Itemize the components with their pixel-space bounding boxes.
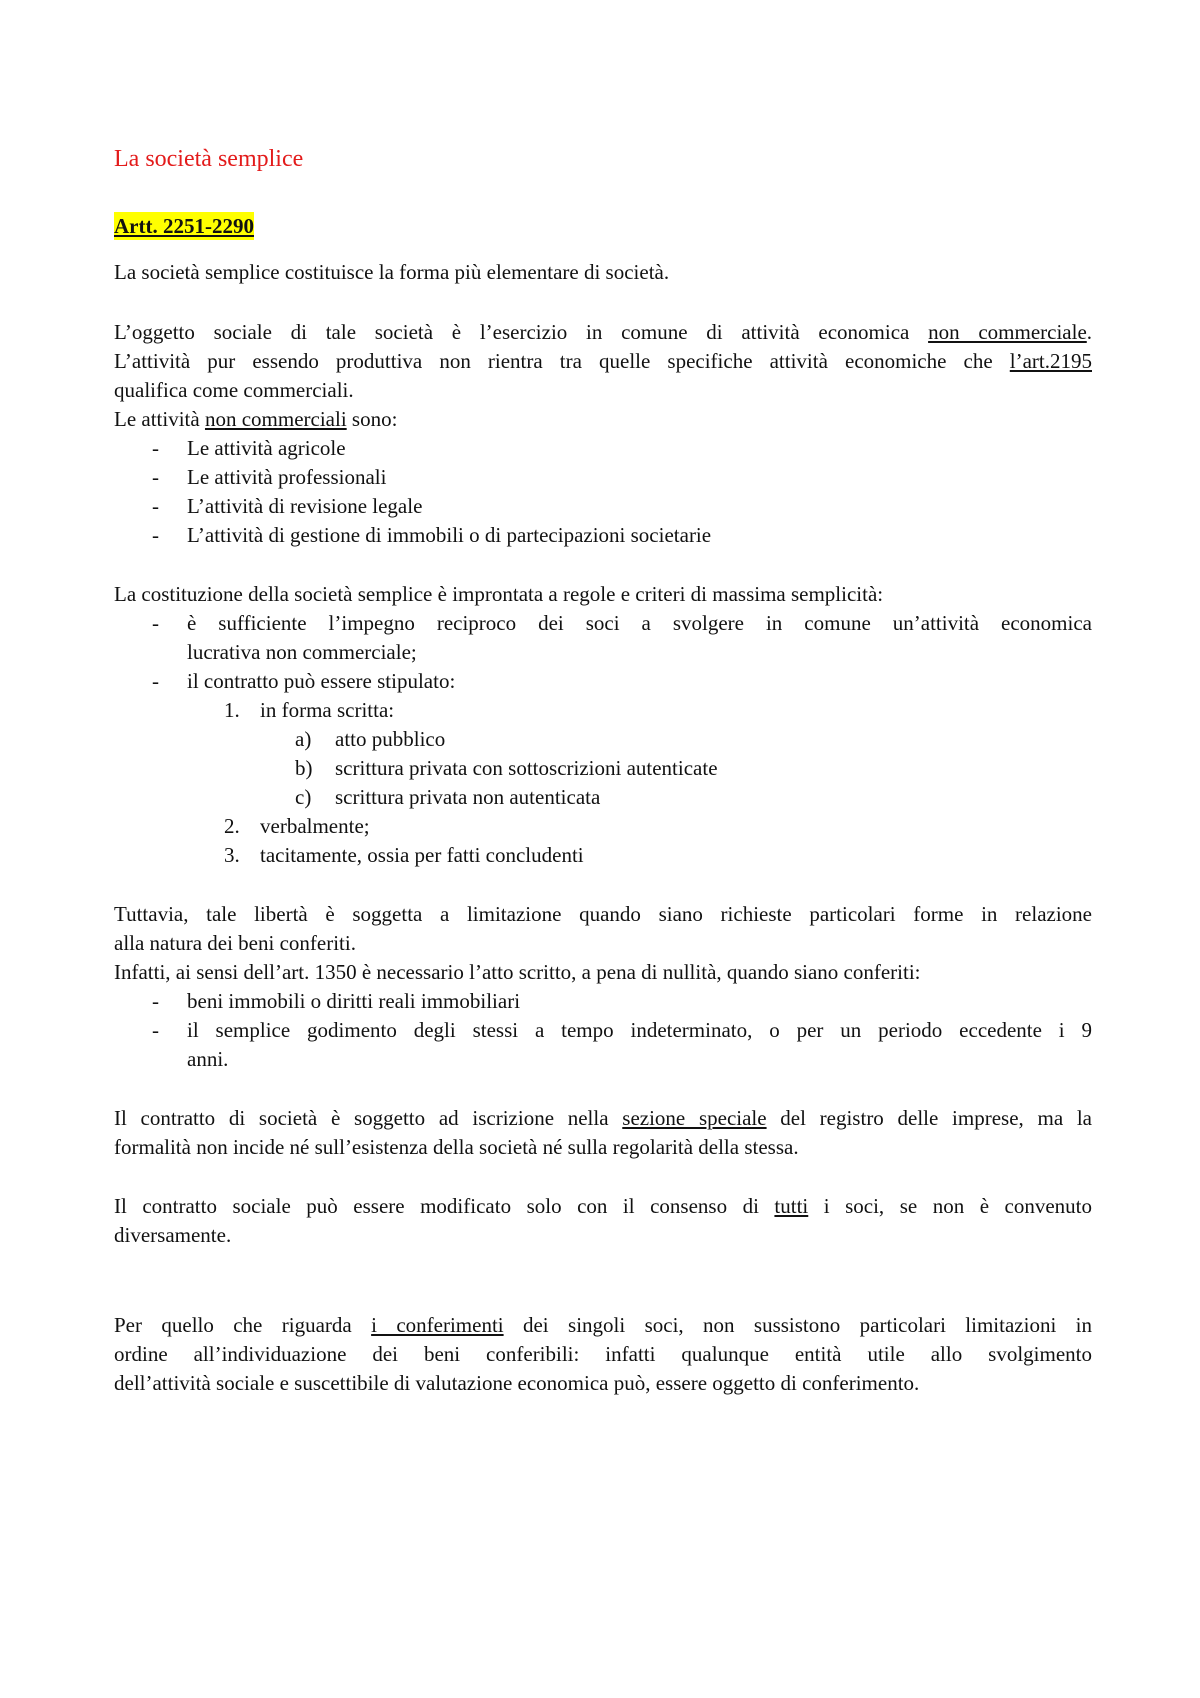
list-item-continuation: lucrativa non commerciale; <box>187 640 417 664</box>
numbered-marker: 2. <box>224 814 240 838</box>
p3-line-2: alla natura dei beni conferiti. <box>114 931 356 955</box>
p5-line-1-text: Il contratto sociale può essere modificato solo con il consenso di <box>114 1194 775 1218</box>
p4-line-1-end: del registro delle imprese, ma la <box>766 1106 1093 1130</box>
numbered-item: in forma scritta: <box>260 698 395 722</box>
p1-line-2 <box>114 347 1092 375</box>
lettered-marker: b) <box>295 756 313 780</box>
numbered-marker: 3. <box>224 843 240 867</box>
list-bullet: - <box>152 989 159 1013</box>
p2-line-1: La costituzione della società semplice è improntata a regole e criteri di massima semplicità: <box>114 582 884 606</box>
p1-line-4 <box>114 405 397 433</box>
list-bullet: - <box>152 494 159 518</box>
list-bullet: - <box>152 1018 159 1042</box>
list-item: Le attività professionali <box>187 465 387 489</box>
document-title: La società semplice <box>114 146 304 172</box>
lettered-marker: a) <box>295 727 312 751</box>
list-bullet: - <box>152 611 159 635</box>
underlined-term: tutti <box>774 1194 809 1218</box>
p1-line-3: qualifica come commerciali. <box>114 378 354 402</box>
p4-line-1-text: Il contratto di società è soggetto ad iscrizione nella <box>114 1106 623 1130</box>
list-item: il semplice godimento degli stessi a tempo indeterminato, o per un periodo eccedente i 9 <box>187 1018 1092 1042</box>
list-item: Le attività agricole <box>187 436 346 460</box>
p1-line-4-end: sono: <box>346 407 398 431</box>
p5-line-1 <box>114 1192 1092 1220</box>
list-item: L’attività di gestione di immobili o di partecipazioni societarie <box>187 523 712 547</box>
p5-line-2: diversamente. <box>114 1223 232 1247</box>
p6-line-2: ordine all’individuazione dei beni conferibili: infatti qualunque entità utile allo svolgimento <box>114 1342 1092 1366</box>
p4-line-2: formalità non incide né sull’esistenza della società né sulla regolarità della stessa. <box>114 1135 799 1159</box>
p5-line-1-end: i soci, se non è convenuto <box>808 1194 1092 1218</box>
underlined-term: non commerciale <box>928 320 1087 344</box>
list-bullet: - <box>152 523 159 547</box>
list-bullet: - <box>152 436 159 460</box>
lettered-marker: c) <box>295 785 312 809</box>
list-item-continuation: anni. <box>187 1047 229 1071</box>
p6-line-3: dell’attività sociale e suscettibile di valutazione economica può, essere oggetto di conferimento. <box>114 1371 920 1395</box>
list-item: è sufficiente l’impegno reciproco dei soci a svolgere in comune un’attività economica <box>187 611 1092 635</box>
intro-paragraph: La società semplice costituisce la forma più elementare di società. <box>114 260 670 284</box>
p1-line-1 <box>114 318 1092 346</box>
list-item: il contratto può essere stipulato: <box>187 669 456 693</box>
list-item: beni immobili o diritti reali immobiliari <box>187 989 521 1013</box>
p3-line-3: Infatti, ai sensi dell’art. 1350 è necessario l’atto scritto, a pena di nullità, quando siano conferiti: <box>114 960 921 984</box>
p1-line-4-text: Le attività <box>114 407 205 431</box>
p4-line-1 <box>114 1104 1092 1132</box>
list-item: L’attività di revisione legale <box>187 494 423 518</box>
articles-reference: Artt. 2251-2290 <box>114 214 254 238</box>
list-bullet: - <box>152 669 159 693</box>
p6-line-1 <box>114 1311 1092 1339</box>
list-bullet: - <box>152 465 159 489</box>
lettered-item: atto pubblico <box>335 727 446 751</box>
p1-line-1-end: . <box>1086 320 1093 344</box>
lettered-item: scrittura privata non autenticata <box>335 785 601 809</box>
underlined-term: l’art.2195 <box>1009 349 1092 373</box>
p3-line-1: Tuttavia, tale libertà è soggetta a limitazione quando siano richieste particolari forme in relazione <box>114 902 1092 926</box>
underlined-term: i conferimenti <box>371 1313 504 1337</box>
numbered-item: verbalmente; <box>260 814 370 838</box>
lettered-item: scrittura privata con sottoscrizioni autenticate <box>335 756 718 780</box>
p6-line-1-end: dei singoli soci, non sussistono particolari limitazioni in <box>503 1313 1092 1337</box>
p6-line-1-text: Per quello che riguarda <box>114 1313 372 1337</box>
underlined-term: non commerciali <box>204 407 347 431</box>
p1-line-1-text: L’oggetto sociale di tale società è l’esercizio in comune di attività economica <box>114 320 929 344</box>
p1-line-2-text: L’attività pur essendo produttiva non rientra tra quelle specifiche attività economiche che <box>114 349 1010 373</box>
numbered-marker: 1. <box>224 698 240 722</box>
underlined-term: sezione speciale <box>622 1106 767 1130</box>
numbered-item: tacitamente, ossia per fatti concludenti <box>260 843 584 867</box>
